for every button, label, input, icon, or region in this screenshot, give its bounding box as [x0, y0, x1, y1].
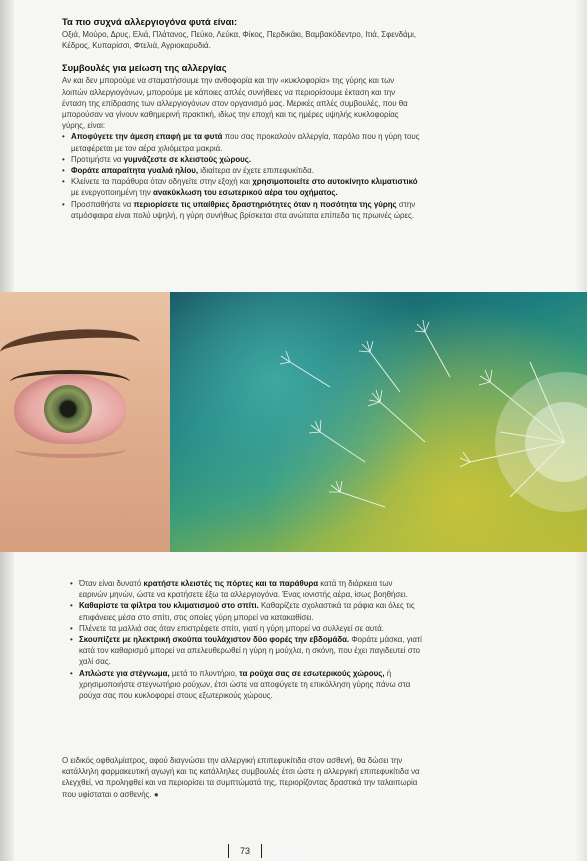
lower-eyelid — [14, 440, 126, 458]
top-text-column — [62, 16, 420, 221]
list-item: • Προτιμήστε να γυμνάζεστε σε κλειστούς χώρους. — [62, 154, 420, 165]
list-item: • Καθαρίστε τα φίλτρα του κλιματισμού στο σπίτι. Καθαρίζετε σχολαστικά τα ράφια και όλες τις επιφάνειες μέσα στο σπίτι, στις οποίες γύρη μπορεί να κατακαθίσει. — [70, 600, 422, 622]
plants-list-line-1: Οξιά, Μούρο, Δρυς, Ελιά, Πλάτανος, Πεύκο, Λεύκα, Φίκος, Περδικάκι, Βαμβακόδεντρο, — [62, 30, 363, 39]
dandelion-seeds-drawing — [170, 292, 587, 552]
list-item: • Προσπαθήστε να περιορίσετε τις υπαίθριες δραστηριότητες όταν η ποσότητα της γύρης στην ατμόσφαιρα είναι πολύ υψηλή, η γύρη συνήθως βρίσκεται στα ανώτατα επίπεδα τις πρωινές ώρες. — [62, 199, 420, 221]
bottom-tips-column — [70, 578, 422, 701]
irritated-eye-image — [0, 292, 170, 552]
list-item: • Πλένετε τα μαλλιά σας όταν επιστρέφετε σπίτι, γιατί η γύρη μπορεί να συλλεγεί σε αυτά. — [70, 623, 422, 634]
plants-list-line-2: Ιτιά, Σφενδάμι, Κέδρος, Κυπαρίσσι, Φτελιά, Αγριοκαρυδιά. — [62, 30, 417, 51]
tips-list — [62, 131, 420, 221]
allergy-photo — [0, 292, 587, 552]
eyebrow — [0, 325, 141, 370]
plants-heading: Τα πιο συχνά αλλεργιογόνα φυτά είναι: — [62, 16, 238, 27]
more-tips-list — [70, 578, 422, 701]
list-item: • Όταν είναι δυνατό κρατήστε κλειστές τις πόρτες και τα παράθυρα κατά τη διάρκεια των εαρινών μηνών, ώστε να κρατήσετε έξω τα αλλεργιογόνα. Ένας ιονιστής αέρα, ίσως βοηθήσει. — [70, 578, 422, 600]
list-item: • Κλείνετε τα παράθυρα όταν οδηγείτε στην εξοχή και χρησιμοποιείτε στο αυτοκίνητο κλιματιστικό με ενεργοποιημένη την ανακύκλωση του εσωτερικού αέρα του οχήματος. — [62, 176, 420, 198]
tips-heading: Συμβουλές για μείωση της αλλεργίας — [62, 62, 227, 74]
list-item: • Αποφύγετε την άμεση επαφή με τα φυτά που σας προκαλούν αλλεργία, παρόλο που η γύρη τους μεταφέρεται με τον αέρα χιλιόμετρα μακριά. — [62, 131, 420, 153]
end-mark: ● — [153, 789, 159, 799]
page-number: 73 — [228, 844, 262, 858]
list-item: • Σκουπίζετε με ηλεκτρική σκούπα τουλάχιστον δύο φορές την εβδομάδα. Φοράτε μάσκα, γιατί κατά τον καθαρισμό μπορεί να απελευθερωθεί η γύρη η μούχλα, η σκόνη, που έχει παγιδευτεί στο χαλί σας. — [70, 634, 422, 668]
closing-paragraph: Ο ειδικός οφθαλμίατρος, αφού διαγνώσει την αλλεργική επιπεφυκίτιδα στον ασθενή, θα δώσει την κατάλληλη φαρμακευτική αγωγή και τις κατάλληλες συμβουλές έτσι ώστε η αλλεργική επιπεφυκίτιδα να ελεγχθεί, να προληφθεί και να περιορίσει τα συμπτώματά της, περιορίζοντας δραστικά την ταλαιπωρία που υφίσταται ο ασθενής. ● — [62, 756, 420, 799]
dandelion-seeds-image — [170, 292, 587, 552]
list-item: • Απλώστε για στέγνωμα, μετά το πλυντήριο, τα ρούχα σας σε εσωτερικούς χώρους, ή χρησιμοποιήστε στεγνωτήριο ρούχων, έτσι ώστε να αποφύγετε τη επικόλληση γύρης πάνω στα ρούχα σας που κυκλοφορεί στους εξωτερικούς χώρους. — [70, 668, 422, 702]
tips-intro: Αν και δεν μπορούμε να σταματήσουμε την ανθοφορία και την «κυκλοφορία» της γύρης και των λοιπών αλλεργιογόνων, μπορούμε με κάποιες απλές συνήθειες να περιορίσουμε έκταση και την ένταση της επίδρασης των αλλεργιογόνων στον οργανισμό μας. Μερικές απλές συμβουλές, που θα μπορούσαν να γίνουν καθημερινή πρακτική, ιδίως την εποχή και τις ημέρες υψηλής κυκλοφορίας γύρης, είναι: — [62, 76, 408, 131]
plants-list — [62, 29, 420, 51]
eyelashes — [10, 370, 130, 394]
list-item: • Φοράτε απαραίτητα γυαλιά ηλίου, ιδιαίτερα αν έχετε επιπεφυκίτιδα. — [62, 165, 420, 176]
